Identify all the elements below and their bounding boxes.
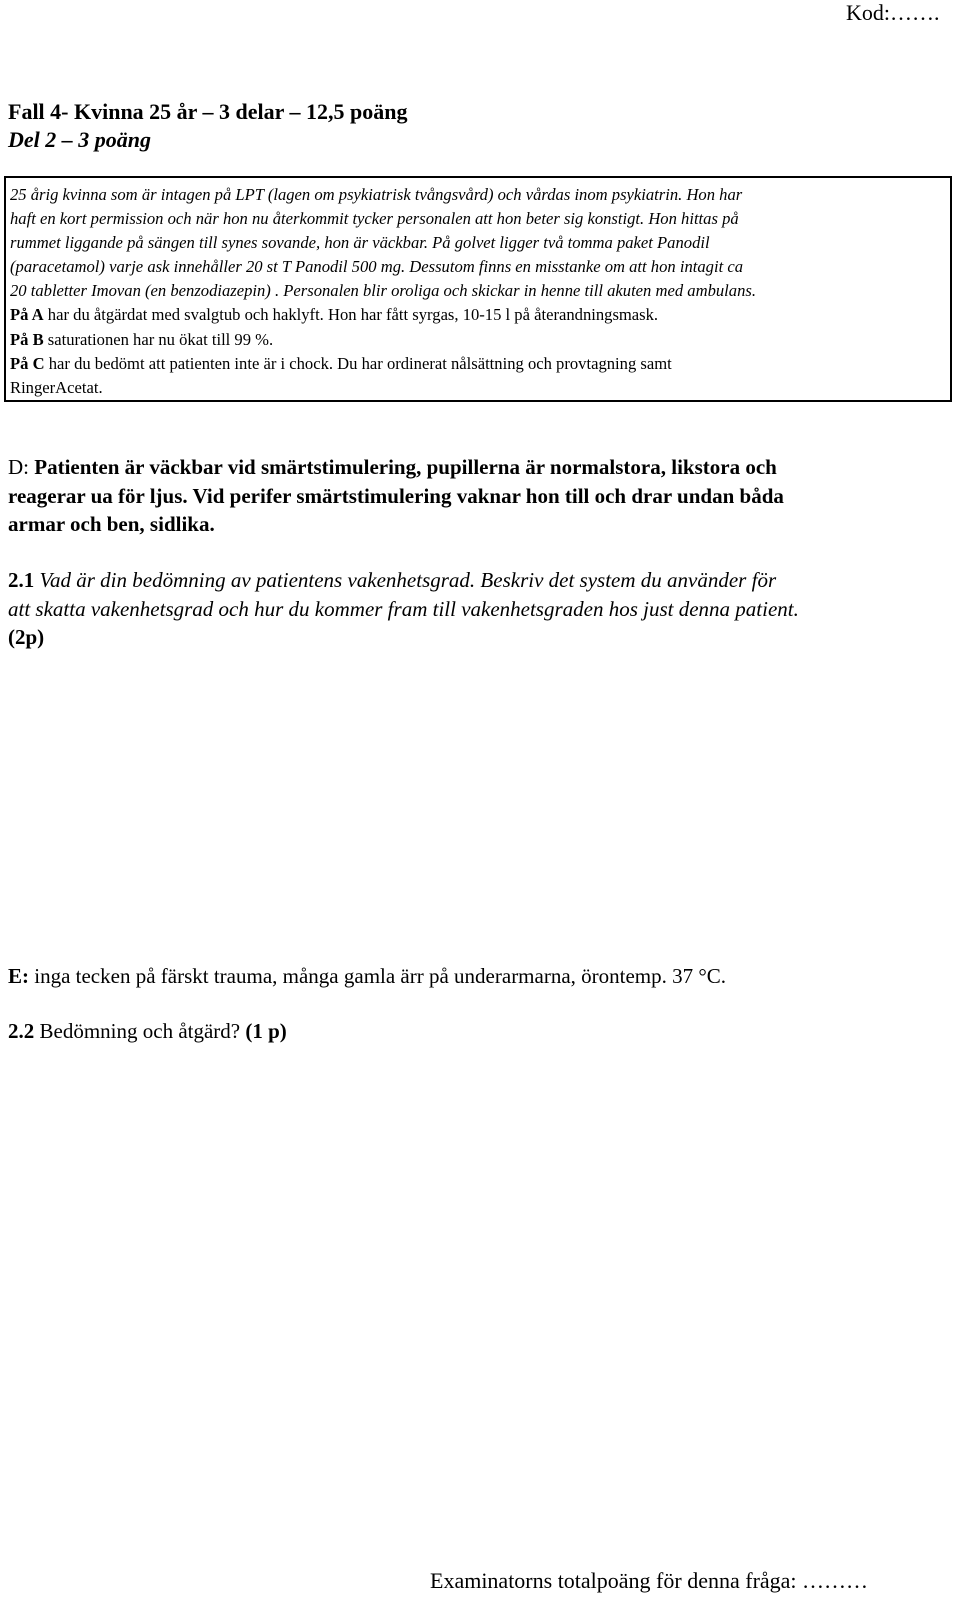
step-b-label: På B — [10, 329, 44, 349]
section-e — [8, 962, 726, 991]
question-2-1-points: (2p) — [8, 625, 45, 649]
case-line-c2: RingerAcetat. — [10, 377, 103, 397]
question-2-2-line — [8, 1017, 287, 1046]
section-e-line — [8, 962, 726, 991]
section-d-line-2: reagerar ua för ljus. Vid perifer smärtstimulering vaknar hon till och drar undan båda — [8, 483, 784, 508]
case-line-5: 20 tabletter Imovan (en benzodiazepin) . Personalen blir oroliga och skickar in henne till akuten med ambulans. — [10, 281, 756, 301]
case-title: Fall 4- Kvinna 25 år – 3 delar – 12,5 poäng — [8, 99, 408, 124]
section-d-line-3: armar och ben, sidlika. — [8, 512, 215, 536]
section-e-label: E: — [8, 964, 29, 988]
question-2-1 — [8, 566, 799, 652]
case-line-b — [10, 328, 946, 352]
step-b-text: saturationen har nu ökat till 99 %. — [43, 329, 274, 349]
section-d-label: D: — [8, 455, 35, 479]
section-d — [8, 453, 784, 539]
question-2-2 — [8, 1017, 287, 1046]
code-field-label: Kod:……. — [846, 0, 940, 25]
question-2-2-points: (1 p) — [245, 1019, 287, 1043]
case-line-2: haft en kort permission och när hon nu återkommit tycker personalen att hon beter sig konstigt. Hon hittas på — [10, 209, 739, 229]
examiner-score-label: Examinatorns totalpoäng för denna fråga: ……… — [430, 1568, 869, 1593]
step-a-text: har du åtgärdat med svalgtub och haklyft. Hon har fått syrgas, 10-15 l på återandningsmask. — [43, 305, 659, 325]
step-c-label: På C — [10, 353, 45, 373]
case-description-box — [4, 176, 952, 402]
step-a-label: På A — [10, 305, 44, 325]
case-line-3: rummet liggande på sängen till synes sovande, hon är väckbar. På golvet ligger två tomma paket Panodil — [10, 233, 710, 253]
section-e-text: inga tecken på färskt trauma, många gamla ärr på underarmarna, örontemp. 37 °C. — [29, 964, 727, 988]
case-line-c — [10, 352, 946, 376]
case-line-1: 25 årig kvinna som är intagen på LPT (lagen om psykiatrisk tvångsvård) och vårdas inom psykiatrin. Hon har — [10, 185, 743, 204]
step-c-text: har du bedömt att patienten inte är i chock. Du har ordinerat nålsättning och provtagning samt — [44, 353, 672, 373]
section-d-line-1 — [8, 453, 784, 482]
case-line-4: (paracetamol) varje ask innehåller 20 st T Panodil 500 mg. Dessutom finns en misstanke om att hon intagit ca — [10, 257, 743, 277]
case-line-a — [10, 303, 946, 327]
question-2-2-number: 2.2 — [8, 1019, 35, 1043]
question-2-1-text-1: Vad är din bedömning av patientens vakenhetsgrad. Beskriv det system du använder för — [34, 568, 777, 592]
question-2-1-number: 2.1 — [8, 568, 35, 592]
question-2-1-line-2: att skatta vakenhetsgrad och hur du kommer fram till vakenhetsgraden hos just denna patient. — [8, 596, 799, 621]
section-d-text-1: Patienten är väckbar vid smärtstimulering, pupillerna är normalstora, likstora och — [34, 455, 777, 479]
part-subtitle: Del 2 – 3 poäng — [8, 127, 151, 152]
question-2-1-line-1 — [8, 566, 799, 595]
question-2-2-text: Bedömning och åtgärd? — [34, 1019, 246, 1043]
